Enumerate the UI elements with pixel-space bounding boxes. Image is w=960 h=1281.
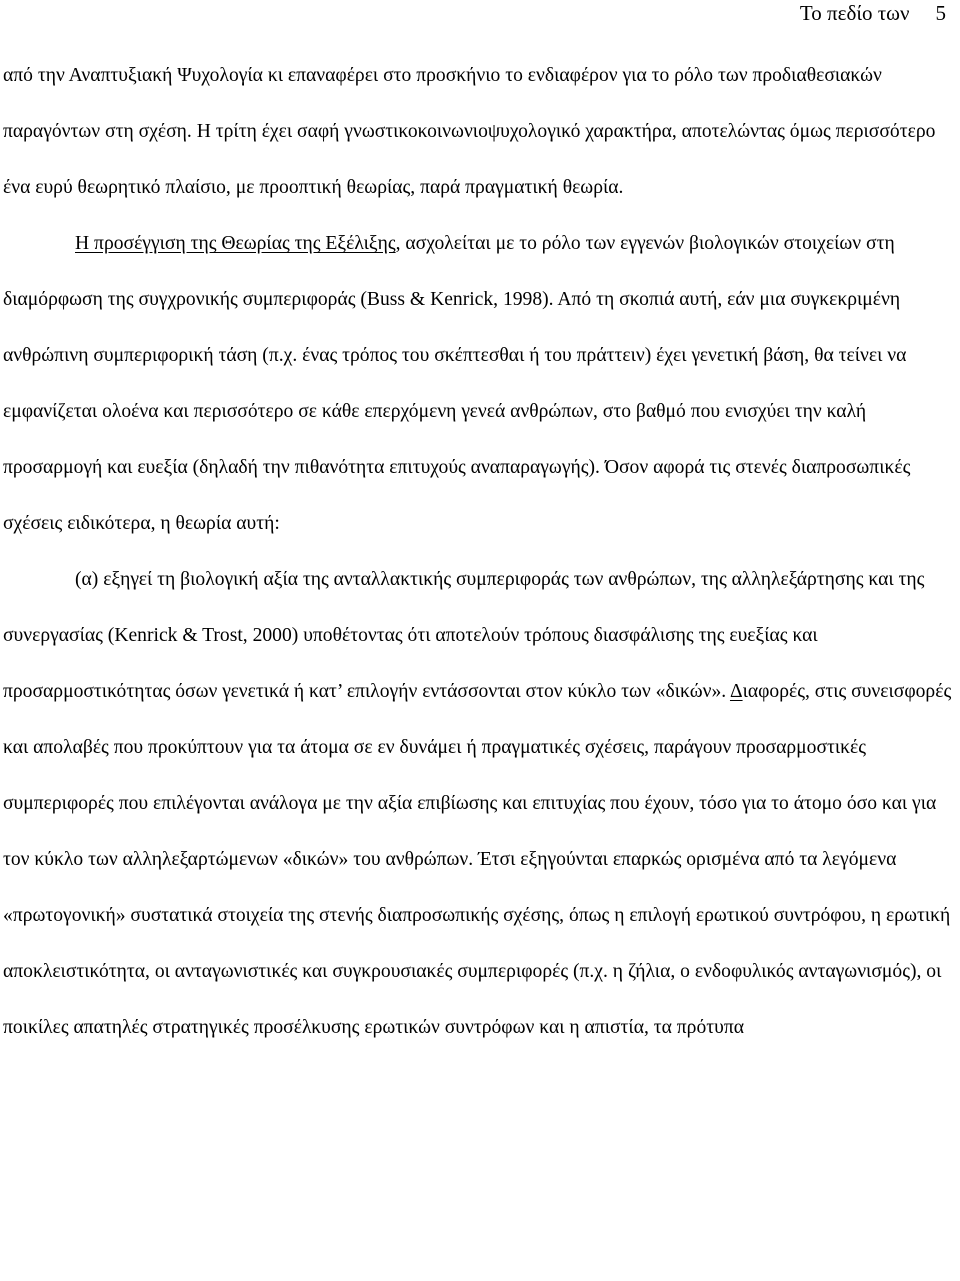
section-heading-evolution-theory: Η προσέγγιση της Θεωρίας της Εξέλιξης [75,233,396,254]
paragraph-1: από την Αναπτυξιακή Ψυχολογία κι επαναφέρει στο προσκήνιο το ενδιαφέρον για το ρόλο των προδιαθεσιακών παραγόντων στη σχέση. Η τρίτη έχει σαφή γνωστικοκοινωνιοψυχολογικό χαρακτήρα, αποτελώντας όμως περισσότερο ένα ευρύ θεωρητικό πλαίσιο, με προοπτική θεωρίας, παρά πραγματική θεωρία. [3,65,936,198]
underlined-letter: Δ [729,681,743,702]
paragraph-3 [3,552,958,1056]
page-number: 5 [935,1,946,25]
paragraph-2-text: , ασχολείται με το ρόλο των εγγενών βιολογικών στοιχείων στη διαμόρφωση της συγχρονικής συμπεριφοράς (Buss & Kenrick, 1998). Από τη σκοπιά αυτή, εάν μια συγκεκριμένη ανθρώπινη συμπεριφορική τάση (π.χ. ένας τρόπος του σκέπτεσθαι ή του πράττειν) έχει γενετική βάση, θα τείνει να εμφανίζεται ολοένα και περισσότερο σε κάθε επερχόμενη γενεά ανθρώπων, στο βαθμό που ενισχύει την καλή προσαρμογή και ευεξία (δηλαδή την πιθανότητα επιτυχούς αναπαραγωγής). Όσον αφορά τις στενές διαπροσωπικές σχέσεις ειδικότερα, η θεωρία αυτή: [3,233,911,534]
running-header [800,0,946,26]
paragraph-3-text-before: (α) εξηγεί τη βιολογική αξία της ανταλλακτικής συμπεριφοράς των ανθρώπων, της αλληλεξάρτησης και της συνεργασίας (Kenrick & Trost, 2000) υποθέτοντας ότι αποτελούν τρόπους διασφάλισης της ευεξίας και προσαρμοστικότητας όσων γενετικά ή κατ’ επιλογήν εντάσσονται στον κύκλο των «δικών». [3,569,925,702]
paragraph-2 [3,216,958,552]
body-text [3,48,958,1056]
paragraph-3-text-after: ιαφορές, στις συνεισφορές και απολαβές που προκύπτουν για τα άτομα σε εν δυνάμει ή πραγματικές σχέσεις, παράγουν προσαρμοστικές συμπεριφορές που επιλέγονται ανάλογα με την αξία επιβίωσης και επιτυχίας που έχουν, τόσο για το άτομο όσο και για τον κύκλο των αλληλεξαρτώμενων «δικών» του ανθρώπων. Έτσι εξηγούνται επαρκώς ορισμένα από τα λεγόμενα «πρωτογονική» συστατικά στοιχεία της στενής διαπροσωπικής σχέσης, όπως η επιλογή ερωτικού συντρόφου, η ερωτική αποκλειστικότητα, οι ανταγωνιστικές και συγκρουσιακές συμπεριφορές (π.χ. η ζήλια, ο ενδοφυλικός ανταγωνισμός), οι ποικίλες απατηλές στρατηγικές προσέλκυσης ερωτικών συντρόφων και η απιστία, τα πρότυπα [3,681,952,1038]
running-title: Το πεδίο των [799,1,910,25]
